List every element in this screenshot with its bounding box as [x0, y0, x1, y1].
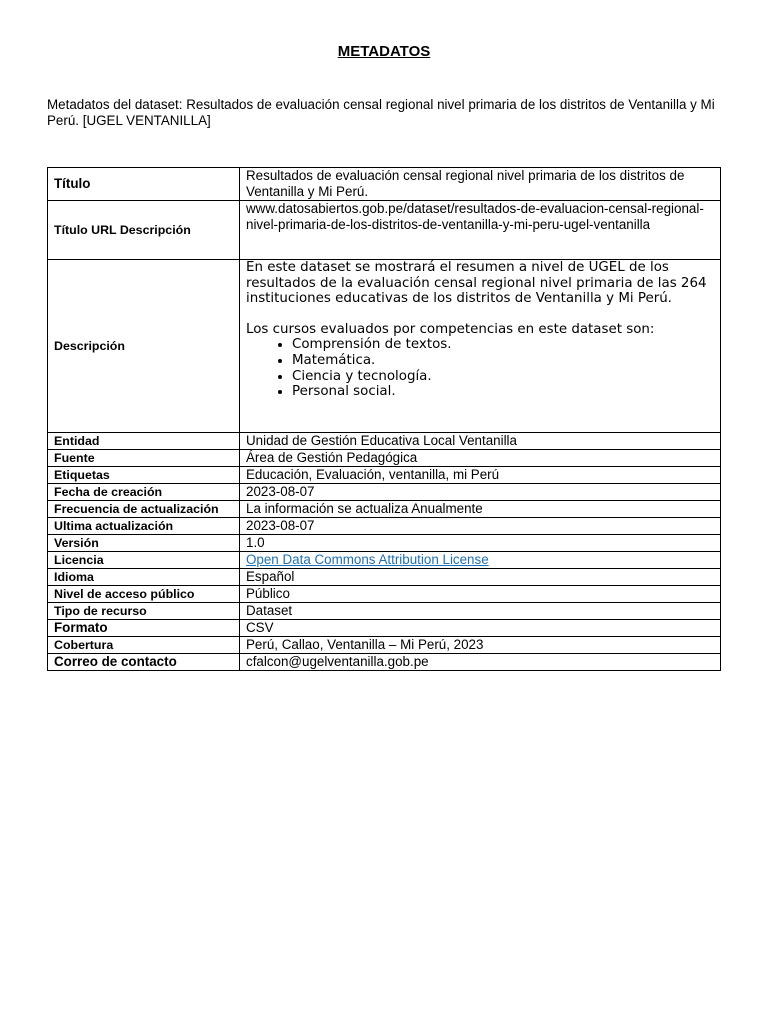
row-label: Entidad: [48, 433, 240, 450]
table-row-licencia: [48, 552, 721, 569]
row-value: 1.0: [240, 535, 721, 552]
description-paragraph: Los cursos evaluados por competencias en este dataset son:: [246, 321, 655, 337]
row-value: www.datosabiertos.gob.pe/dataset/resultados-de-evaluacion-censal-regional-nivel-primaria-de-los-distritos-de-ventanilla-y-mi-peru-ugel-ventanilla: [240, 201, 721, 260]
row-label: Etiquetas: [48, 467, 240, 484]
list-item: • Comprensión de textos.: [292, 337, 714, 353]
table-row-descripcion: [48, 260, 721, 433]
row-value: CSV: [240, 620, 721, 637]
row-label: Versión: [48, 535, 240, 552]
row-label: Ultima actualización: [48, 518, 240, 535]
metadata-table: [47, 167, 721, 671]
row-value: La información se actualiza Anualmente: [240, 501, 721, 518]
row-label: Correo de contacto: [48, 654, 240, 671]
row-value: Educación, Evaluación, ventanilla, mi Perú: [240, 467, 721, 484]
row-value: 2023-08-07: [240, 484, 721, 501]
row-label: Descripción: [48, 260, 240, 433]
table-row-titulo: [48, 168, 721, 201]
row-label: Título: [48, 168, 240, 201]
table-row-version: [48, 535, 721, 552]
list-item: • Personal social.: [292, 384, 714, 400]
row-value: Área de Gestión Pedagógica: [240, 450, 721, 467]
license-link[interactable]: Open Data Commons Attribution License: [246, 552, 489, 567]
row-value: Unidad de Gestión Educativa Local Ventanilla: [240, 433, 721, 450]
table-row-fuente: [48, 450, 721, 467]
list-item: • Matemática.: [292, 353, 714, 369]
row-value: Perú, Callao, Ventanilla – Mi Perú, 2023: [240, 637, 721, 654]
table-row-etiquetas: [48, 467, 721, 484]
description-paragraph: En este dataset se mostrará el resumen a nivel de UGEL de los resultados de la evaluación censal regional nivel primaria de las 264 instituciones educativas de los distritos de Ventanilla y Mi Perú.: [246, 260, 707, 307]
row-value: [240, 552, 721, 569]
table-row-cobertura: [48, 637, 721, 654]
table-row-idioma: [48, 569, 721, 586]
row-label: Título URL Descripción: [48, 201, 240, 260]
row-label: Licencia: [48, 552, 240, 569]
description-content: [246, 260, 714, 400]
row-label: Formato: [48, 620, 240, 637]
list-item: • Ciencia y tecnología.: [292, 369, 714, 385]
row-label: Cobertura: [48, 637, 240, 654]
row-value: Público: [240, 586, 721, 603]
page-title: METADATOS: [337, 43, 431, 60]
table-row-titulo-url: [48, 201, 721, 260]
table-row-fecha-creacion: [48, 484, 721, 501]
row-label: Frecuencia de actualización: [48, 501, 240, 518]
row-value: Resultados de evaluación censal regional nivel primaria de los distritos de Ventanilla y Mi Perú.: [240, 168, 721, 201]
table-row-formato: [48, 620, 721, 637]
table-row-frecuencia: [48, 501, 721, 518]
table-row-entidad: [48, 433, 721, 450]
table-row-ultima-actualizacion: [48, 518, 721, 535]
course-list: [246, 337, 714, 399]
row-value: Dataset: [240, 603, 721, 620]
row-label: Nivel de acceso público: [48, 586, 240, 603]
table-row-correo: [48, 654, 721, 671]
row-value: Español: [240, 569, 721, 586]
row-value: [240, 260, 721, 433]
table-row-tipo-recurso: [48, 603, 721, 620]
row-value: 2023-08-07: [240, 518, 721, 535]
row-label: Tipo de recurso: [48, 603, 240, 620]
table-row-nivel-acceso: [48, 586, 721, 603]
row-label: Fuente: [48, 450, 240, 467]
row-label: Fecha de creación: [48, 484, 240, 501]
row-label: Idioma: [48, 569, 240, 586]
dataset-intro: Metadatos del dataset: Resultados de evaluación censal regional nivel primaria de los distritos de Ventanilla y Mi Perú. [UGEL VENTANILLA]: [47, 97, 715, 128]
row-value: cfalcon@ugelventanilla.gob.pe: [240, 654, 721, 671]
